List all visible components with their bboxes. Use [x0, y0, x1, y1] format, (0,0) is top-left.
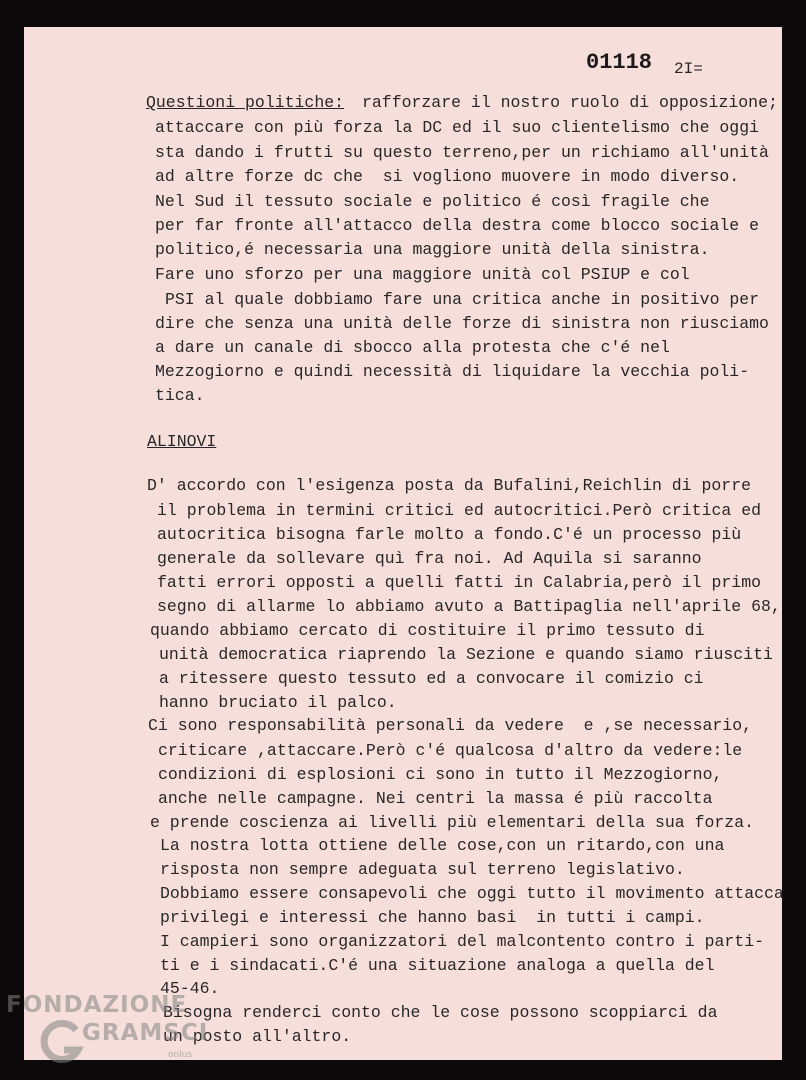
text-line: tica.	[155, 386, 205, 405]
text-line: PSI al quale dobbiamo fare una critica anche in positivo per	[165, 290, 760, 309]
text-line: ad altre forze dc che si vogliono muovere in modo diverso.	[155, 167, 740, 186]
text-line: quando abbiamo cercato di costituire il primo tessuto di	[150, 621, 705, 640]
text-line: generale da sollevare quì fra noi. Ad Aquila si saranno	[157, 549, 702, 568]
watermark-line2: GRAMSCI	[82, 1020, 209, 1046]
text-line: segno di allarme lo abbiamo avuto a Battipaglia nell'aprile 68,	[157, 597, 781, 616]
text-line: unità democratica riaprendo la Sezione e quando siamo riusciti	[159, 645, 773, 664]
text-line: a ritessere questo tessuto ed a convocare il comizio ci	[159, 669, 704, 688]
text-line: Bisogna renderci conto che le cose possono scoppiarci da	[163, 1003, 718, 1022]
text-line: a dare un canale di sbocco alla protesta che c'é nel	[155, 338, 670, 357]
text-line: 45-46.	[160, 979, 220, 998]
text-line: hanno bruciato il palco.	[159, 693, 397, 712]
text-line: Fare uno sforzo per una maggiore unità col PSIUP e col	[155, 265, 690, 284]
text-line: anche nelle campagne. Nei centri la massa é più raccolta	[158, 789, 713, 808]
text-line: risposta non sempre adeguata sul terreno legislativo.	[160, 860, 685, 879]
text-line: rafforzare il nostro ruolo di opposizione;	[362, 93, 778, 112]
text-line: un posto all'altro.	[163, 1027, 352, 1046]
text-line: il problema in termini critici ed autocritici.Però critica ed	[157, 501, 761, 520]
text-line: autocritica bisogna farle molto a fondo.C'é un processo più	[157, 525, 742, 544]
text-line: Dobbiamo essere consapevoli che oggi tutto il movimento attacca	[160, 884, 784, 903]
text-line: ti e i sindacati.C'é una situazione analoga a quella del	[160, 956, 715, 975]
document-number: 01118	[586, 50, 653, 75]
text-line: fatti errori opposti a quelli fatti in Calabria,però il primo	[157, 573, 761, 592]
text-line: Ci sono responsabilità personali da vedere e ,se necessario,	[148, 716, 752, 735]
text-line: e prende coscienza ai livelli più elementari della sua forza.	[150, 813, 754, 832]
text-line: sta dando i frutti su questo terreno,per un richiamo all'unità	[155, 143, 769, 162]
text-line: privilegi e interessi che hanno basi in tutti i campi.	[160, 908, 705, 927]
text-line: Nel Sud il tessuto sociale e politico é così fragile che	[155, 192, 710, 211]
section-heading-alinovi: ALINOVI	[147, 432, 217, 451]
text-line: Mezzogiorno e quindi necessità di liquidare la vecchia poli-	[155, 362, 750, 381]
section-heading-questioni-politiche: Questioni politiche:	[146, 93, 345, 112]
text-line: condizioni di esplosioni ci sono in tutto il Mezzogiorno,	[158, 765, 723, 784]
text-line: D' accordo con l'esigenza posta da Bufalini,Reichlin di porre	[147, 476, 751, 495]
text-line: dire che senza una unità delle forze di sinistra non riusciamo	[155, 314, 769, 333]
watermark-line1: FONDAZIONE	[6, 992, 188, 1018]
watermark-line3: onlus	[168, 1050, 193, 1060]
text-line: per far fronte all'attacco della destra come blocco sociale e	[155, 216, 759, 235]
text-line: criticare ,attaccare.Però c'é qualcosa d'altro da vedere:le	[158, 741, 743, 760]
text-line: attaccare con più forza la DC ed il suo clientelismo che oggi	[155, 118, 759, 137]
text-line: politico,é necessaria una maggiore unità della sinistra.	[155, 240, 710, 259]
gramsci-logo-icon	[36, 1016, 88, 1068]
fondazione-gramsci-watermark	[6, 990, 216, 1075]
text-line: I campieri sono organizzatori del malcontento contro i parti-	[160, 932, 764, 951]
page-number: 2I=	[674, 60, 703, 78]
text-line: La nostra lotta ottiene delle cose,con un ritardo,con una	[160, 836, 725, 855]
